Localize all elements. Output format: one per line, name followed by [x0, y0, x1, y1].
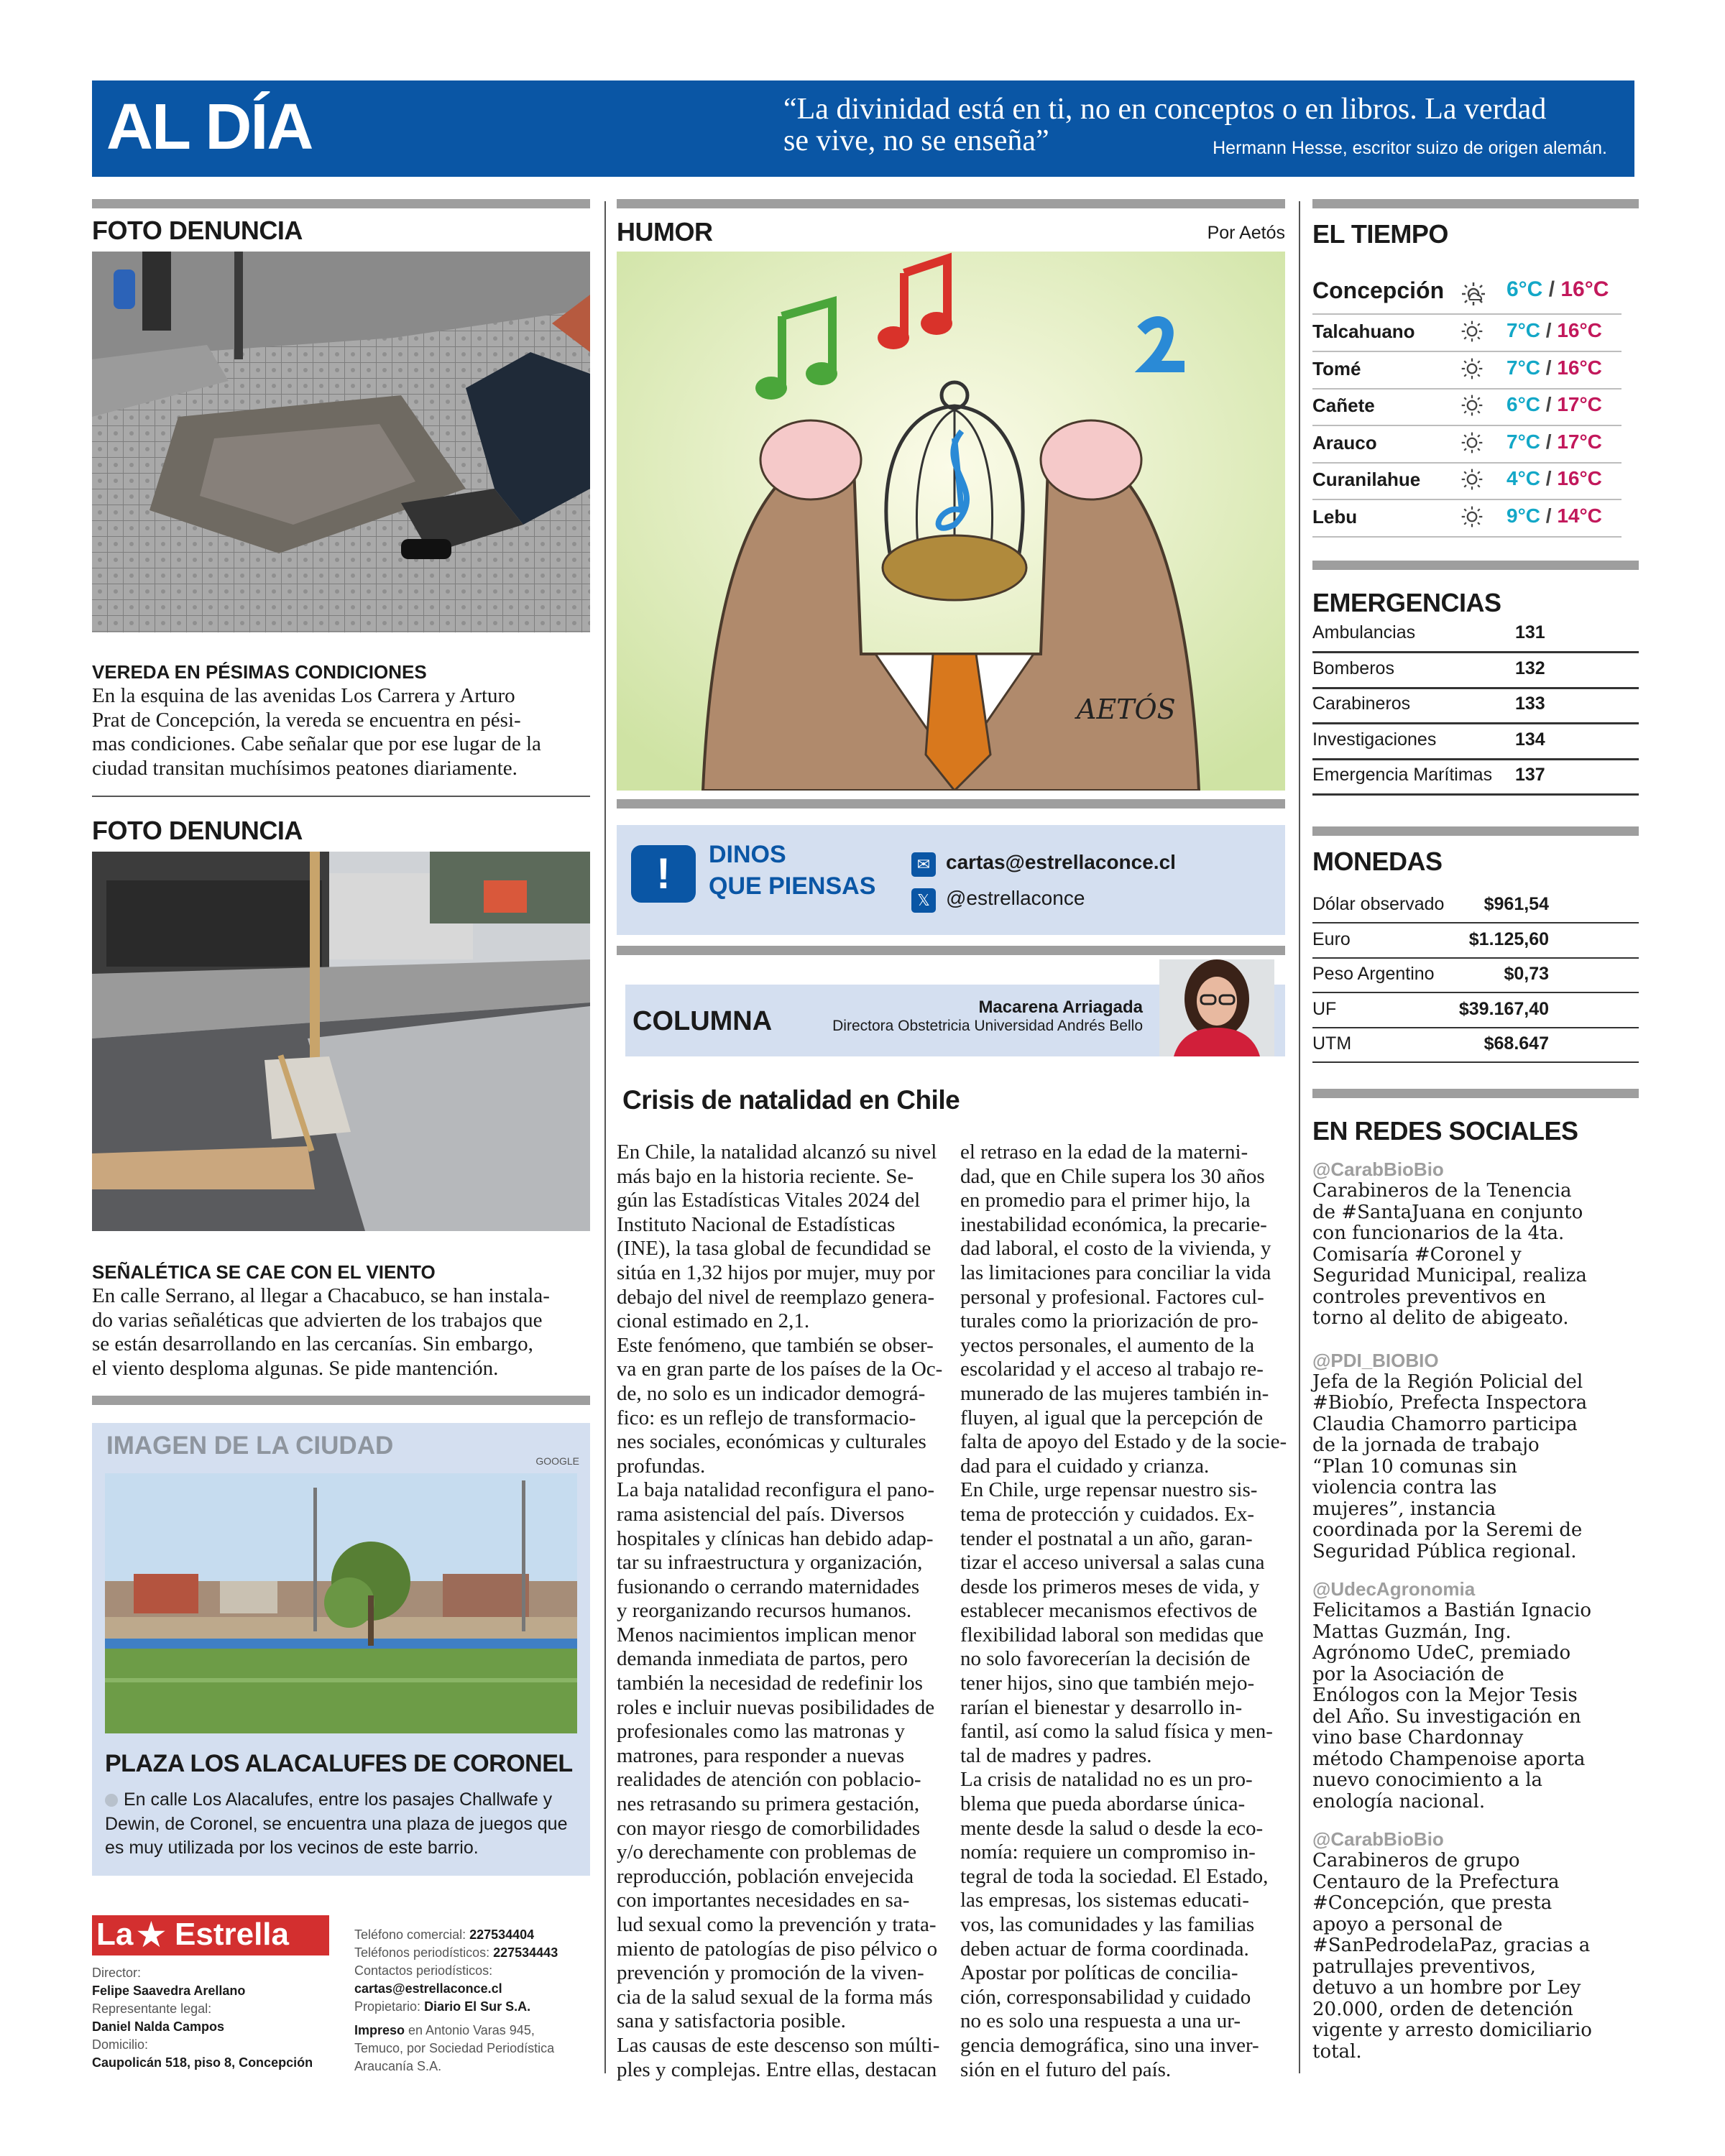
weather-city: Concepción [1312, 277, 1445, 303]
foto2-caption [92, 1284, 590, 1381]
street-sign-photo [92, 852, 590, 1231]
caption-line: ciudad transitan muchísimos peatones diariamente. [92, 756, 518, 780]
left-column [92, 0, 590, 2156]
masthead-line: Propietario: Diario El Sur S.A. [354, 1999, 531, 2014]
article-line: ción, corresponsabilidad y cuidado [960, 1985, 1251, 2009]
caption-line: se están desarrollando en las cercanías. Sin embargo, [92, 1332, 533, 1356]
temp-min: 7°C [1506, 319, 1540, 341]
weather-city: Curanilahue [1312, 469, 1421, 490]
x-icon: 𝕏 [911, 888, 936, 913]
weather-list [1312, 315, 1622, 545]
social-post [1312, 1828, 1639, 2063]
social-handle: @PDI_BIOBIO [1312, 1349, 1439, 1371]
social-line: enología nacional. [1312, 1790, 1486, 1812]
social-post [1312, 1158, 1639, 1330]
section-rule [92, 796, 590, 797]
social-line: 20.000, orden de detención [1312, 1998, 1573, 2020]
caption-line: En la esquina de las avenidas Los Carrera y Arturo [92, 684, 515, 707]
article-line: rarían el bienestar y desarrollo in- [960, 1695, 1243, 1719]
article-line: cional estimado en 2,1. [617, 1309, 810, 1333]
social-line: #Concepción, que presta [1312, 1892, 1552, 1914]
currency-row [1312, 888, 1639, 923]
article-line: reproducción, población envejecida [617, 1864, 914, 1888]
article-line: flexibilidad laboral son medidas que [960, 1623, 1264, 1646]
social-line: mujeres”, instancia [1312, 1498, 1496, 1520]
foto1-caption [92, 684, 590, 780]
social-line: vino base Chardonnay [1312, 1727, 1524, 1749]
right-column [1312, 0, 1639, 2156]
contact-email[interactable]: cartas@estrellaconce.cl [946, 851, 1176, 873]
social-line: Centauro de la Prefectura [1312, 1871, 1560, 1893]
caption-line: En calle Serrano, al llegar a Chacabuco, se han instala- [92, 1284, 550, 1307]
article-line: La crisis de natalidad no es un pro- [960, 1768, 1253, 1792]
article-line: sión en el futuro del país. [960, 2058, 1172, 2081]
currency-row [1312, 1028, 1639, 1063]
caption-line: Dewin, de Coronel, se encuentra una plaza de juegos que [105, 1813, 568, 1834]
sun-icon [1460, 356, 1484, 381]
weather-temps [1506, 467, 1602, 490]
monedas-list [1312, 888, 1639, 1068]
currency-value: $961,54 [1484, 894, 1549, 914]
article-line: vos, las comunidades y las familias [960, 1913, 1255, 1936]
article-line: gencia demográfica, sino una inver- [960, 2033, 1259, 2057]
article-line: más bajo en la historia reciente. Se- [617, 1164, 914, 1188]
currency-row [1312, 958, 1639, 993]
imagen-heading: IMAGEN DE LA CIUDAD [106, 1432, 394, 1460]
emergency-label: Emergencia Marítimas [1312, 765, 1493, 785]
article-line: munerado de las mujeres también in- [960, 1381, 1269, 1405]
imagen-caption [105, 1788, 579, 1861]
section-rule [617, 946, 1285, 955]
masthead-line: cartas@estrellaconce.cl [354, 1981, 502, 1996]
social-line: Agrónomo UdeC, premiado [1312, 1642, 1571, 1664]
sun-cloud-icon [1460, 280, 1487, 308]
emergency-number: 133 [1515, 694, 1545, 714]
social-line: de la jornada de trabajo [1312, 1434, 1540, 1456]
emergencias-list [1312, 617, 1639, 803]
article-line: escolaridad y el acceso al trabajo re- [960, 1358, 1264, 1381]
weather-city: Arauco [1312, 431, 1377, 453]
article-line: también la necesidad de redefinir los [617, 1672, 923, 1695]
article-line: yectos personales, el aumento de la [960, 1333, 1255, 1357]
weather-city: Tomé [1312, 357, 1361, 379]
cartoon [617, 252, 1285, 791]
sidewalk-photo [92, 252, 590, 632]
article-line: tegral de toda la sociedad. El Estado, [960, 1864, 1269, 1888]
article-line: inestabilidad económica, la precarie- [960, 1212, 1267, 1236]
temp-max: 16°C [1557, 467, 1602, 489]
article-line: rama asistencial del país. Diversos [617, 1502, 905, 1526]
article-line: (INE), la tasa global de fecundidad se [617, 1237, 932, 1261]
social-line: coordinada por la Seremi de [1312, 1519, 1583, 1541]
weather-row [1312, 389, 1622, 426]
article-line: y reorganizando recursos humanos. [617, 1599, 912, 1623]
social-line: apoyo a personal de [1312, 1913, 1503, 1935]
weather-row [1312, 500, 1622, 538]
article-line: cia de la salud sexual de la forma más [617, 1985, 933, 2009]
imagen-panel [92, 1423, 590, 1876]
temp-max: 17°C [1557, 393, 1602, 415]
emergency-label: Carabineros [1312, 694, 1411, 714]
social-handle: @UdecAgronomia [1312, 1578, 1476, 1600]
emergency-label: Ambulancias [1312, 622, 1416, 642]
imagen-title: PLAZA LOS ALACALUFES DE CORONEL [105, 1750, 573, 1777]
temp-max: 17°C [1557, 430, 1602, 453]
article-line: miento de patologías de piso pélvico o [617, 1937, 938, 1961]
article-line: roles e incluir nuevas posibilidades de [617, 1695, 935, 1719]
masthead-line: Teléfono comercial: 227534404 [354, 1927, 535, 1942]
article-line: matrones, para responder a nuevas [617, 1743, 905, 1767]
article-line: fico: es un reflejo de transformacio- [617, 1406, 916, 1429]
article-line: tar su infraestructura y organización, [617, 1551, 923, 1575]
weather-main-row [1312, 272, 1622, 315]
temp-min: 9°C [1506, 504, 1540, 527]
currency-value: $1.125,60 [1468, 929, 1549, 949]
emergency-row [1312, 724, 1639, 760]
tiempo-heading: EL TIEMPO [1312, 219, 1448, 249]
weather-temps [1506, 505, 1602, 528]
article-line: tal de madres y padres. [960, 1743, 1152, 1767]
masthead-line: Representante legal: [92, 2001, 212, 2016]
caption-line: es muy utilizada por los vecinos de este barrio. [105, 1838, 479, 1858]
article-line: con mayor riesgo de comorbilidades [617, 1816, 920, 1840]
emergency-number: 131 [1515, 622, 1545, 642]
social-line: Jefa de la Región Policial del [1312, 1370, 1583, 1393]
article-line: con importantes necesidades en sa- [617, 1889, 910, 1912]
social-line: “Plan 10 comunas sin [1312, 1455, 1517, 1478]
article-line: no solo favorecerían la decisión de [960, 1647, 1251, 1671]
article-line: gún las Estadísticas Vitales 2024 del [617, 1189, 921, 1212]
sun-icon [1460, 467, 1484, 492]
social-line: de #SantaJuana en conjunto [1312, 1201, 1583, 1223]
masthead-line: Araucanía S.A. [354, 2059, 442, 2073]
social-line: del Año. Su investigación en [1312, 1705, 1581, 1728]
article-title: Crisis de natalidad en Chile [622, 1085, 960, 1115]
section-title: AL DÍA [106, 91, 313, 163]
column-divider [604, 201, 606, 2073]
article-line: Instituto Nacional de Estadísticas [617, 1212, 896, 1236]
section-rule [92, 199, 590, 208]
redes-list [1312, 1158, 1639, 2078]
article-line: nomía: requiere un compromiso in- [960, 1841, 1256, 1864]
article-line: tema de protección y cuidados. Ex- [960, 1502, 1255, 1526]
article-line: el retraso en la edad de la materni- [960, 1141, 1248, 1164]
temp-separator: / [1540, 467, 1558, 489]
social-line: Carabineros de la Tenencia [1312, 1180, 1572, 1202]
article-line: fluyen, al igual que la percepción de [960, 1406, 1264, 1429]
column-divider [1299, 201, 1300, 2073]
temp-max: 14°C [1557, 504, 1602, 527]
currency-label: UTM [1312, 1033, 1352, 1054]
sun-icon [1460, 319, 1484, 344]
social-line: torno al delito de abigeato. [1312, 1307, 1569, 1329]
foto1-caption-title: VEREDA EN PÉSIMAS CONDICIONES [92, 661, 427, 683]
article-line: Las causas de este descenso son múlti- [617, 2033, 940, 2057]
weather-temps [1506, 430, 1602, 453]
social-handle: @CarabBioBio [1312, 1158, 1444, 1180]
article-line: no es solo una respuesta a una ur- [960, 2009, 1241, 2033]
currency-label: Dólar observado [1312, 894, 1445, 914]
emergency-row [1312, 653, 1639, 689]
social-post [1312, 1578, 1639, 1812]
caption-line: Prat de Concepción, la vereda se encuentra en pési- [92, 708, 521, 732]
exclamation-icon: ! [631, 845, 696, 903]
sun-icon [1460, 505, 1484, 529]
emergency-row [1312, 759, 1639, 796]
newspaper-logo [92, 1915, 329, 1955]
section-rule [1312, 826, 1639, 836]
temp-min: 6°C [1506, 393, 1540, 415]
mail-icon: ✉ [911, 852, 936, 877]
article-line: establecer mecanismos efectivos de [960, 1599, 1258, 1623]
social-line: con funcionarios de la 4ta. [1312, 1222, 1565, 1244]
section-rule [1312, 561, 1639, 570]
emergency-number: 134 [1515, 729, 1545, 750]
currency-label: UF [1312, 998, 1337, 1019]
masthead-line: Impreso en Antonio Varas 945, [354, 2023, 535, 2037]
columna-label: COLUMNA [632, 1006, 773, 1036]
article-line: lud sexual como la prevención y trata- [617, 1913, 937, 1936]
currency-row [1312, 993, 1639, 1028]
article-line: las limitaciones para conciliar la vida [960, 1261, 1271, 1284]
article-line: en promedio para el primer hijo, la [960, 1189, 1251, 1212]
author-portrait [1159, 959, 1274, 1056]
photo-credit: GOOGLE [535, 1455, 579, 1467]
weather-city: Cañete [1312, 395, 1375, 416]
article-line: blema que pueda abordarse única- [960, 1792, 1246, 1816]
caption-line: el viento desploma algunas. Se pide mantención. [92, 1356, 499, 1380]
masthead-line: Contactos periodísticos: [354, 1963, 493, 1978]
contact-handle[interactable]: @estrellaconce [946, 887, 1085, 909]
article-line: Apostar por políticas de concilia- [960, 1961, 1238, 1985]
temp-separator: / [1540, 430, 1558, 453]
social-line: método Champenoise aporta [1312, 1748, 1586, 1770]
emergencias-heading: EMERGENCIAS [1312, 588, 1501, 617]
article-line: fusionando o cerrando maternidades [617, 1575, 920, 1598]
article-line: y/o derechamente con problemas de [617, 1841, 917, 1864]
social-line: nuevo conocimiento a la [1312, 1769, 1543, 1791]
social-line: controles preventivos en [1312, 1286, 1546, 1308]
article-line: En Chile, la natalidad alcanzó su nivel [617, 1141, 937, 1164]
article-line: turales como la priorización de pro- [960, 1309, 1259, 1333]
caption-line: En calle Los Alacalufes, entre los pasajes Challwafe y [105, 1788, 579, 1812]
article-line: prevención y promoción de la viven- [617, 1961, 924, 1985]
social-line: por la Asociación de [1312, 1663, 1504, 1685]
article-line: dad laboral, el costo de la vivienda, y [960, 1237, 1271, 1261]
article-line: deben actuar de forma coordinada. [960, 1937, 1249, 1961]
temp-min: 7°C [1506, 356, 1540, 379]
monedas-heading: MONEDAS [1312, 847, 1443, 876]
weather-row [1312, 426, 1622, 464]
article-line: nes sociales, económicas y culturales [617, 1430, 926, 1454]
social-line: Carabineros de grupo [1312, 1850, 1520, 1871]
social-line: Enólogos con la Mejor Tesis [1312, 1685, 1578, 1706]
star-icon: ★ [135, 1915, 167, 1955]
social-line: detuvo a un hombre por Ley [1312, 1977, 1581, 1999]
header-quote-author: Hermann Hesse, escritor suizo de origen alemán. [1213, 138, 1607, 158]
social-line: Seguridad Municipal, realiza [1312, 1265, 1587, 1286]
article-line: debajo del nivel de reemplazo genera- [617, 1285, 935, 1309]
social-line: Felicitamos a Bastián Ignacio [1312, 1600, 1592, 1621]
weather-row [1312, 352, 1622, 390]
columna-role: Directora Obstetricia Universidad Andrés Bello [832, 1018, 1143, 1034]
weather-city: Lebu [1312, 505, 1358, 528]
emergency-row [1312, 688, 1639, 724]
masthead-line: Felipe Saavedra Arellano [92, 1984, 246, 1998]
weather-temps: 6°C / 16°C [1506, 277, 1609, 301]
article-line: tizar el acceso universal a salas cuna [960, 1551, 1265, 1575]
social-line: Claudia Chamorro participa [1312, 1413, 1578, 1435]
masthead-line: Director: [92, 1966, 142, 1980]
weather-row [1312, 315, 1622, 352]
social-line: vigente y arresto domiciliario [1312, 2019, 1592, 2041]
social-line: violencia contra las [1312, 1477, 1497, 1498]
foto-denuncia-heading: FOTO DENUNCIA [92, 816, 303, 845]
article-line: falta de apoyo del Estado y de la socie- [960, 1430, 1287, 1454]
article-line: realidades de atención con poblacio- [617, 1768, 921, 1792]
section-rule [1312, 199, 1639, 208]
emergency-number: 137 [1515, 765, 1545, 785]
article-line: Menos nacimientos implican menor [617, 1623, 916, 1646]
article-line: va en gran parte de los países de la Oc- [617, 1358, 943, 1381]
masthead-line: Temuco, por Sociedad Periodística [354, 2041, 555, 2055]
weather-temps [1506, 319, 1602, 342]
masthead-right [354, 1926, 592, 2076]
masthead-line: Daniel Nalda Campos [92, 2019, 225, 2034]
logo-la: La [96, 1917, 134, 1952]
social-handle: @CarabBioBio [1312, 1828, 1444, 1850]
columna-author: Macarena Arriagada [978, 998, 1143, 1017]
currency-row [1312, 923, 1639, 959]
caption-line: mas condiciones. Cabe señalar que por ese lugar de la [92, 732, 541, 756]
article-line: profundas. [617, 1454, 706, 1478]
article-column-2 [960, 1141, 1287, 2082]
article-line: sana y satisfactoria posible. [617, 2009, 846, 2033]
article-line: desde los primeros meses de vida, y [960, 1575, 1260, 1598]
weather-temps [1506, 356, 1602, 379]
redes-heading: EN REDES SOCIALES [1312, 1116, 1578, 1146]
currency-label: Euro [1312, 929, 1351, 949]
article-line: dad, que en Chile supera los 30 años [960, 1164, 1265, 1188]
dinos-panel [617, 825, 1285, 935]
bullet-icon [105, 1794, 118, 1807]
article-line: tender el postnatal a un año, garan- [960, 1526, 1253, 1550]
article-line: nes retrasando su primera gestación, [617, 1792, 920, 1816]
section-rule [617, 199, 1285, 208]
social-line: Mattas Guzmán, Ing. [1312, 1621, 1512, 1643]
currency-value: $0,73 [1504, 964, 1549, 984]
header-quote-line2: se vive, no se enseña” [783, 124, 1049, 157]
article-line: fantil, así como la salud física y men- [960, 1720, 1273, 1743]
middle-column [617, 0, 1285, 2156]
article-column-1 [617, 1141, 944, 2082]
masthead-line: Domicilio: [92, 2037, 149, 2052]
emergency-row [1312, 617, 1639, 653]
article-line: sitúa en 1,32 hijos por mujer, muy por [617, 1261, 935, 1284]
sun-icon [1460, 393, 1484, 418]
currency-label: Peso Argentino [1312, 964, 1435, 984]
weather-row [1312, 463, 1622, 500]
foto2-caption-title: SEÑALÉTICA SE CAE CON EL VIENTO [92, 1261, 436, 1283]
article-line: demanda inmediata de partos, pero [617, 1647, 908, 1671]
plaza-photo [105, 1473, 577, 1733]
cartoon-signature: AETÓS [1077, 694, 1176, 725]
article-line: tener hijos, sino que también mejo- [960, 1672, 1255, 1695]
caption-line: do varias señaléticas que advierten de los trabajos que [92, 1308, 543, 1332]
social-line: Seguridad Pública regional. [1312, 1540, 1577, 1562]
masthead-left [92, 1964, 336, 2072]
social-line: Comisaría #Coronel y [1312, 1243, 1522, 1266]
temp-separator: / [1540, 393, 1558, 415]
masthead-line: Caupolicán 518, piso 8, Concepción [92, 2055, 313, 2070]
weather-city: Talcahuano [1312, 321, 1415, 342]
article-line: dad para el cuidado y crianza. [960, 1454, 1210, 1478]
masthead-line: Teléfonos periodísticos: 227534443 [354, 1945, 558, 1960]
temp-min: 4°C [1506, 467, 1540, 489]
temp-separator: / [1540, 504, 1558, 527]
humor-byline: Por Aetós [1207, 223, 1285, 243]
emergency-label: Investigaciones [1312, 729, 1437, 750]
article-line: profesionales como las matronas y [617, 1720, 906, 1743]
article-line: La baja natalidad reconfigura el pano- [617, 1478, 935, 1502]
social-line: patrullajes preventivos, [1312, 1955, 1536, 1978]
temp-max: 16°C [1557, 356, 1602, 379]
foto-denuncia-heading: FOTO DENUNCIA [92, 216, 303, 245]
article-line: mente desde la salud o desde la eco- [960, 1816, 1264, 1840]
social-line: total. [1312, 2040, 1362, 2063]
social-line: #SanPedrodelaPaz, gracias a [1312, 1935, 1591, 1956]
currency-value: $68.647 [1484, 1033, 1549, 1054]
article-line: En Chile, urge repensar nuestro sis- [960, 1478, 1258, 1502]
section-rule [92, 1396, 590, 1405]
section-rule [617, 799, 1285, 808]
social-post [1312, 1350, 1639, 1563]
currency-value: $39.167,40 [1458, 998, 1549, 1019]
article-line: Este fenómeno, que también se obser- [617, 1333, 934, 1357]
logo-estrella: Estrella [175, 1917, 289, 1952]
social-line: #Biobío, Prefecta Inspectora [1312, 1392, 1588, 1414]
dinos-line2: QUE PIENSAS [709, 872, 876, 900]
section-rule [1312, 1089, 1639, 1098]
article-line: ples y complejas. Entre ellas, destacan [617, 2058, 937, 2081]
emergency-number: 132 [1515, 658, 1545, 678]
article-line: las empresas, los sistemas educati- [960, 1889, 1249, 1912]
humor-heading: HUMOR [617, 217, 713, 247]
temp-separator: / [1540, 319, 1558, 341]
article-line: hospitales y clínicas han debido adap- [617, 1526, 934, 1550]
temp-max: 16°C [1557, 319, 1602, 341]
weather-temps [1506, 393, 1602, 416]
temp-separator: / [1540, 356, 1558, 379]
header-quote-line1: “La divinidad está en ti, no en conceptos o en libros. La verdad [783, 93, 1547, 126]
article-line: de, no solo es un indicador demográ- [617, 1381, 926, 1405]
sun-icon [1460, 430, 1484, 455]
emergency-label: Bomberos [1312, 658, 1394, 678]
article-line: personal y profesional. Factores cul- [960, 1285, 1264, 1309]
dinos-line1: DINOS [709, 841, 786, 868]
temp-min: 7°C [1506, 430, 1540, 453]
